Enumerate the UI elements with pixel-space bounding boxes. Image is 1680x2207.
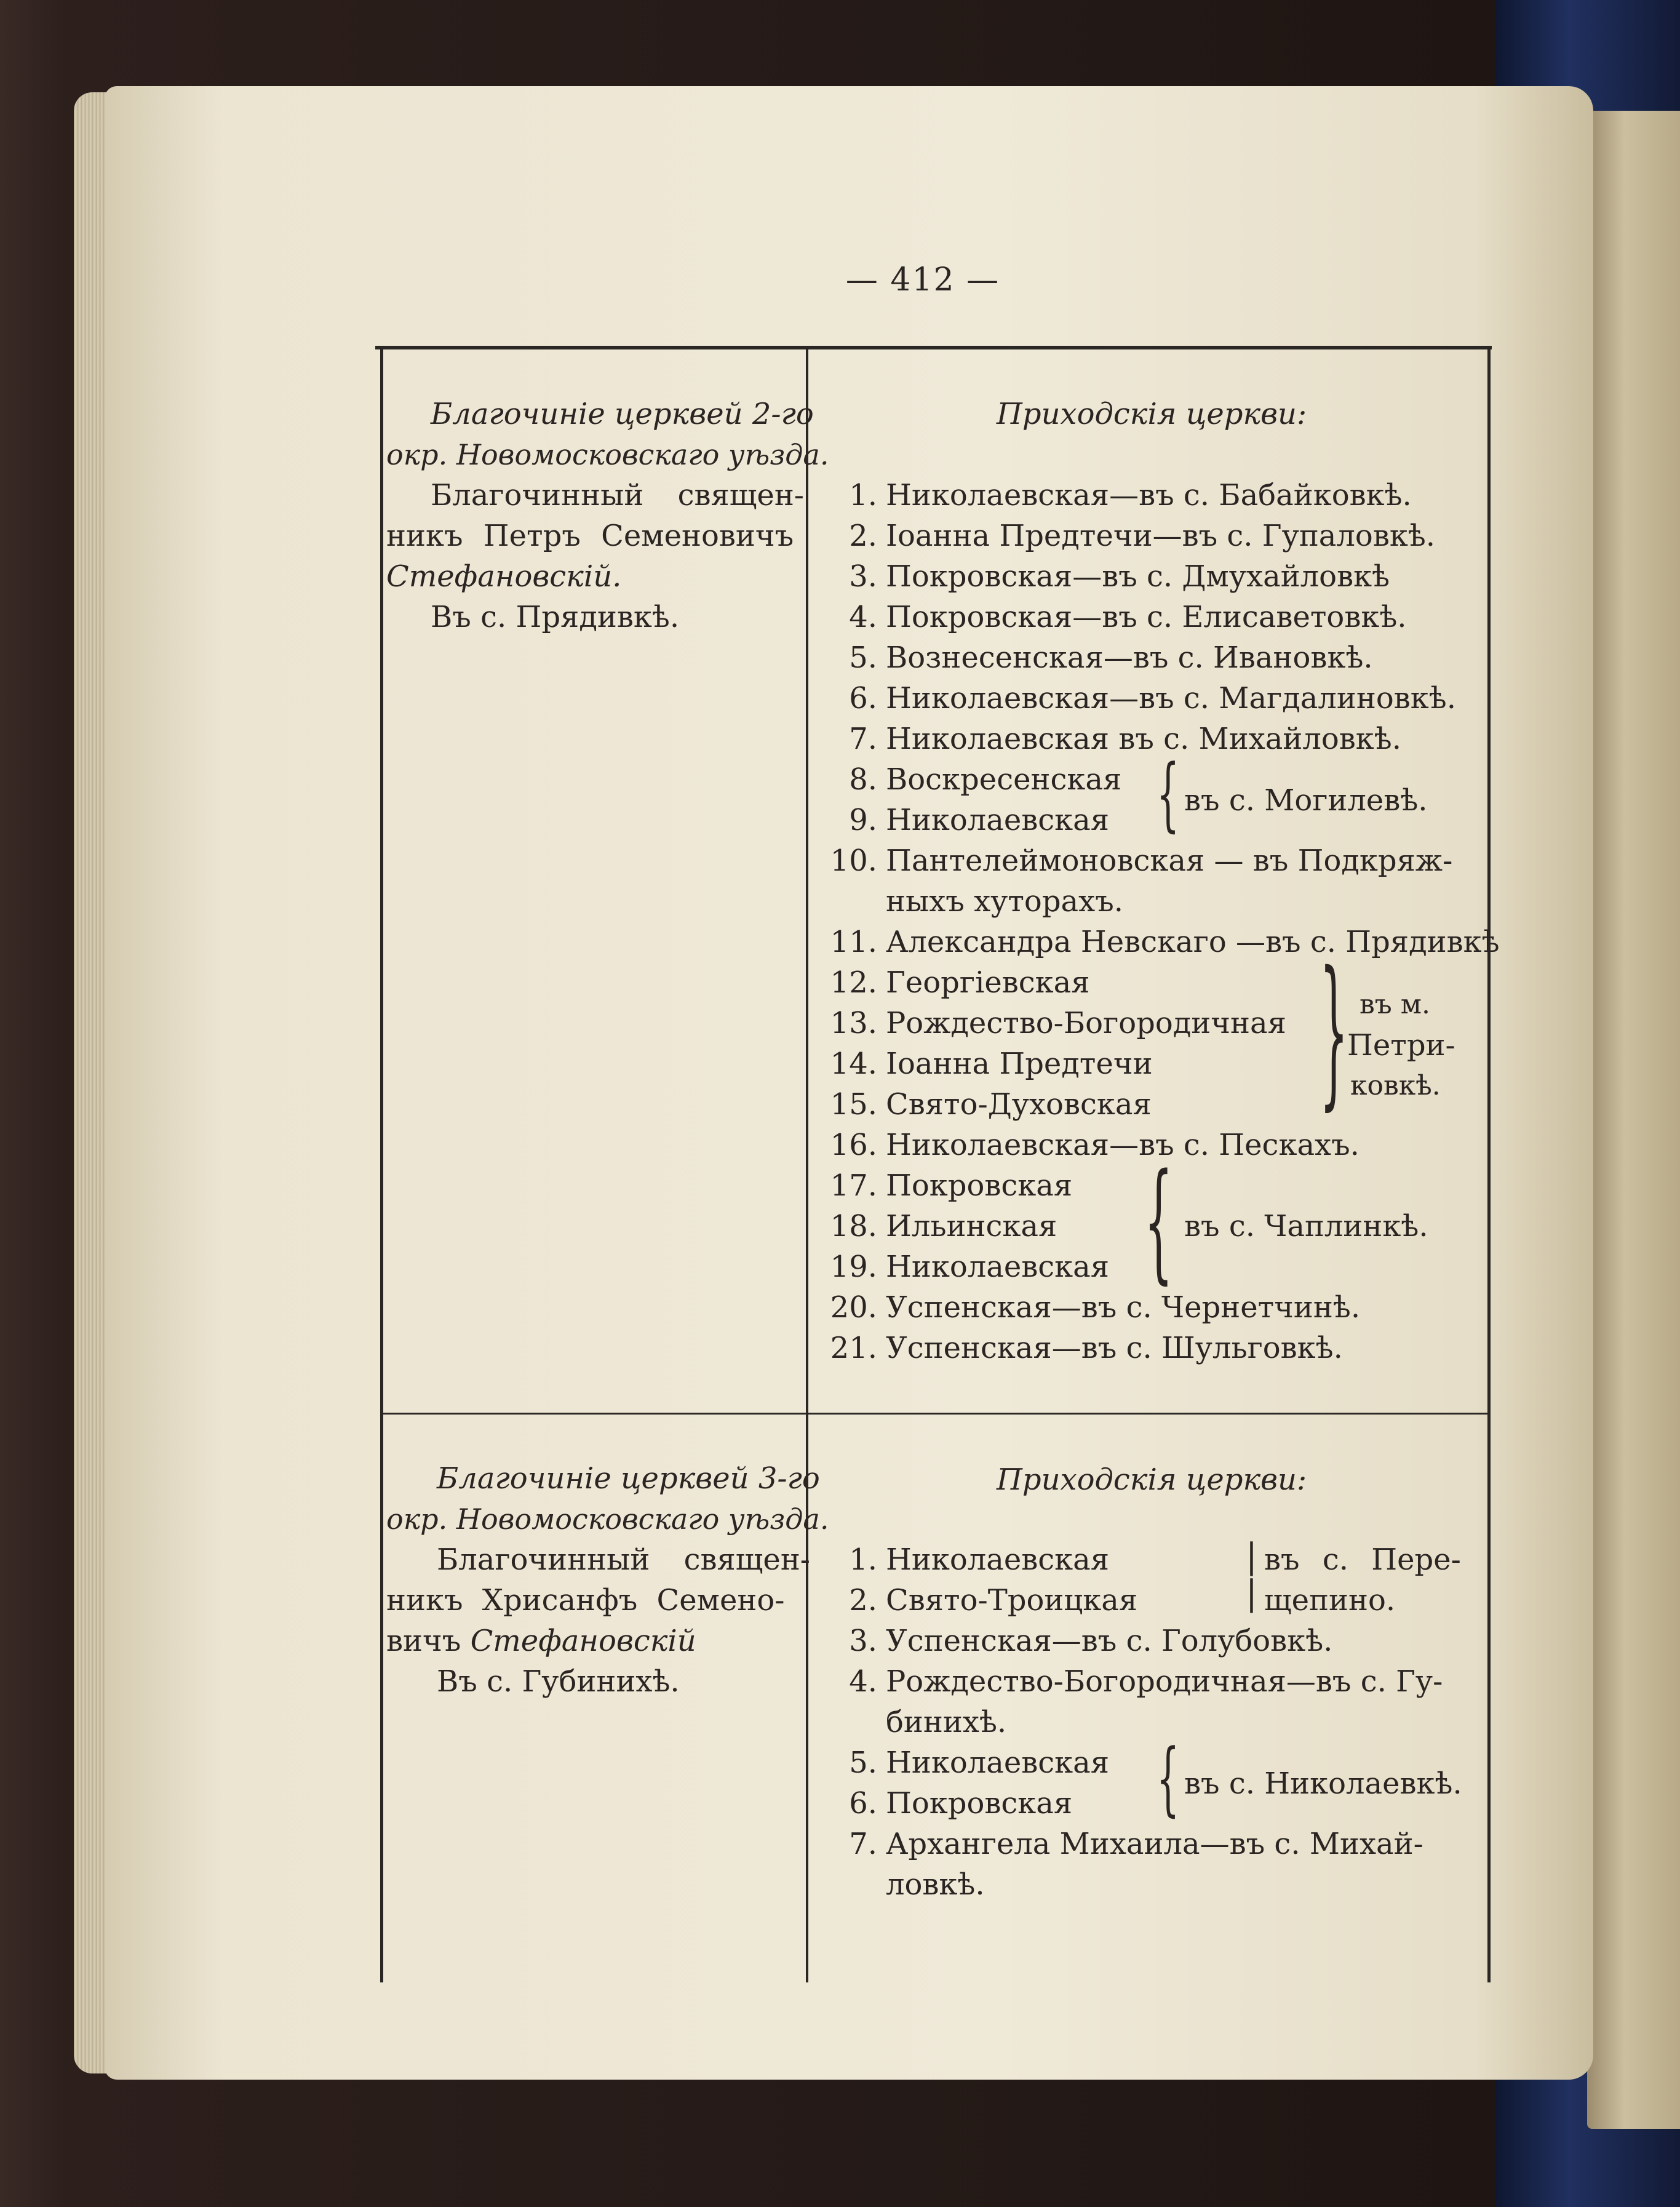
list-item <box>818 962 1090 1003</box>
list-item-text: ловкѣ. <box>886 1867 985 1902</box>
brace-8-9: { <box>1156 747 1180 840</box>
list-item-text: ныхъ хуторахъ. <box>886 884 1124 919</box>
list-item-text: Николаевская—въ с. Магдалиновкѣ. <box>886 681 1456 716</box>
list-item <box>818 475 1412 516</box>
list-item-number: 5. <box>849 641 877 675</box>
list-item-text: Александра Невскаго —въ с. Прядивкѣ <box>886 925 1500 959</box>
list-item-number: 16. <box>830 1128 877 1162</box>
list-item-number: 12. <box>830 965 877 1000</box>
list-item-text: Успенская—въ с. Шульговкѣ. <box>886 1331 1343 1365</box>
group-8-9-location: въ с. Могилевѣ. <box>1184 783 1428 818</box>
brace-12-15: } <box>1320 936 1348 1125</box>
list-item-text: Успенская—въ с. Голубовкѣ. <box>886 1624 1333 1658</box>
list-item-number: 6. <box>849 1786 877 1821</box>
list-item-text: Николаевская <box>886 1746 1110 1780</box>
list-item-text: Рождество-Богородичная—въ с. Гу- <box>886 1664 1443 1699</box>
group-1-2-line1: въ с. Пере- <box>1264 1543 1461 1577</box>
list-item-number: 2. <box>849 1583 877 1618</box>
list-item <box>818 597 1407 637</box>
list-item-text: Покровская—въ с. Дмухайловкѣ <box>886 559 1390 594</box>
list-item-number: 7. <box>849 1827 877 1861</box>
list-item-number: 17. <box>830 1168 877 1203</box>
list-item <box>818 881 1123 922</box>
section2-dean-line2: никъ Хрисанфъ Семено- <box>386 1583 785 1618</box>
list-item <box>818 719 1401 759</box>
list-item-text: Ильинская <box>886 1209 1057 1243</box>
group-5-6-location: въ с. Николаевкѣ. <box>1184 1766 1462 1801</box>
list-item-text: Іоанна Предтечи <box>886 1047 1153 1081</box>
group-12-15-line3: ковкѣ. <box>1350 1070 1441 1101</box>
list-item-text: Николаевская <box>886 1543 1110 1577</box>
section-divider <box>381 1413 1489 1415</box>
list-item <box>818 1003 1286 1044</box>
list-item <box>818 1539 1109 1580</box>
list-item-text: Николаевская <box>886 1250 1110 1284</box>
list-item <box>818 516 1435 556</box>
group-17-19-location: въ с. Чаплинкѣ. <box>1184 1209 1428 1243</box>
list-item <box>818 556 1390 597</box>
list-item-text: Архангела Михаила—въ с. Михай- <box>886 1827 1423 1861</box>
list-item-number: 20. <box>830 1290 877 1325</box>
list-item-number: 4. <box>849 1664 877 1699</box>
list-item-number: 11. <box>830 925 877 959</box>
list-item <box>818 678 1456 719</box>
section1-dean-location: Въ с. Прядивкѣ. <box>431 600 680 634</box>
list-item-number: 6. <box>849 681 877 716</box>
list-item-text: Воскресенская <box>886 762 1122 797</box>
list-item-text: Покровская—въ с. Елисаветовкѣ. <box>886 600 1407 634</box>
list-item-number: 8. <box>849 762 877 797</box>
group-12-15-line1: въ м. <box>1360 989 1430 1020</box>
list-item-number: 21. <box>830 1331 877 1365</box>
list-item-text: Іоанна Предтечи—въ с. Гупаловкѣ. <box>886 519 1436 553</box>
brace-1-2: | | <box>1246 1536 1257 1613</box>
list-item-text: Успенская—въ с. Чернетчинѣ. <box>886 1290 1361 1325</box>
list-item-text: Покровская <box>886 1168 1073 1203</box>
list-item <box>818 1580 1137 1621</box>
list-item <box>818 1125 1360 1165</box>
list-item <box>818 1287 1360 1328</box>
list-item-text: Пантелеймоновская — въ Подкряж- <box>886 844 1453 878</box>
list-item <box>818 1864 985 1905</box>
list-item <box>818 840 1452 881</box>
list-item <box>818 1084 1152 1125</box>
section2-dean-patronym-end: вичъ <box>386 1624 461 1658</box>
list-item <box>818 1206 1057 1247</box>
list-item <box>818 759 1121 800</box>
list-item-number: 10. <box>830 844 877 878</box>
list-item-number: 1. <box>849 1543 877 1577</box>
list-item-number: 3. <box>849 1624 877 1658</box>
list-item-text: Рождество-Богородичная <box>886 1006 1286 1040</box>
section2-heading-line2: окр. Новомосковскаго уѣзда. <box>386 1503 829 1536</box>
section2-heading-line1: Благочиніе церквей 3-го <box>437 1461 820 1496</box>
list-item <box>818 1783 1072 1824</box>
list-item-number: 2. <box>849 519 877 553</box>
list-item-text: Николаевская <box>886 803 1110 837</box>
table-right-rule <box>1487 346 1491 1982</box>
brace-5-6: { <box>1156 1731 1180 1825</box>
list-item-text: Николаевская—въ с. Бабайковкѣ. <box>886 478 1412 513</box>
list-item <box>818 637 1373 678</box>
section1-heading-line2: окр. Новомосковскаго уѣзда. <box>386 438 829 471</box>
list-item-text: бинихѣ. <box>886 1705 1007 1739</box>
group-12-15-line2: Петри- <box>1347 1028 1455 1063</box>
list-item <box>818 1702 1006 1742</box>
list-item-number: 1. <box>849 478 877 513</box>
section1-parish-heading: Приходскія церкви: <box>997 397 1307 431</box>
list-item-text: Свято-Троицкая <box>886 1583 1138 1618</box>
list-item-number: 9. <box>849 803 877 837</box>
group-1-2-line2: щепино. <box>1264 1583 1396 1618</box>
list-item-number: 18. <box>830 1209 877 1243</box>
list-item <box>818 922 1500 962</box>
list-item-number: 15. <box>830 1087 877 1122</box>
list-item-number: 13. <box>830 1006 877 1040</box>
adjacent-page <box>1587 111 1680 2129</box>
section1-dean-name: Стефановскій. <box>386 559 622 594</box>
section2-parish-heading: Приходскія церкви: <box>997 1463 1307 1497</box>
column-divider <box>806 346 808 1982</box>
list-item <box>818 800 1109 840</box>
list-item-number: 3. <box>849 559 877 594</box>
section1-dean-line1: Благочинный священ- <box>431 478 805 513</box>
section1-dean-line2: никъ Петръ Семеновичъ <box>386 519 794 553</box>
list-item-text: Георгіевская <box>886 965 1090 1000</box>
section1-heading-line1: Благочиніе церквей 2-го <box>431 397 814 431</box>
list-item-number: 19. <box>830 1250 877 1284</box>
list-item <box>818 1165 1072 1206</box>
list-item-number: 14. <box>830 1047 877 1081</box>
list-item-text: Вознесенская—въ с. Ивановкѣ. <box>886 641 1373 675</box>
list-item-text: Свято-Духовская <box>886 1087 1152 1122</box>
page-number: — 412 — <box>845 261 1000 298</box>
list-item <box>818 1621 1332 1661</box>
section2-dean-location: Въ с. Губинихѣ. <box>437 1664 680 1699</box>
list-item-number: 7. <box>849 722 877 756</box>
list-item <box>818 1044 1153 1084</box>
list-item <box>818 1328 1343 1368</box>
list-item <box>818 1661 1443 1702</box>
section2-dean-line1: Благочинный священ- <box>437 1543 811 1577</box>
section2-dean-name: Стефановскій <box>470 1624 696 1658</box>
brace-17-19: { <box>1144 1146 1173 1296</box>
list-item-number: 5. <box>849 1746 877 1780</box>
list-item-text: Николаевская—въ с. Пескахъ. <box>886 1128 1360 1162</box>
list-item <box>818 1247 1109 1287</box>
list-item-text: Покровская <box>886 1786 1073 1821</box>
list-item <box>818 1742 1109 1783</box>
table-left-rule <box>380 346 383 1982</box>
list-item <box>818 1824 1423 1864</box>
list-item-number: 4. <box>849 600 877 634</box>
section2-dean-line3 <box>386 1621 696 1661</box>
list-item-text: Николаевская въ с. Михайловкѣ. <box>886 722 1401 756</box>
table-top-rule <box>375 346 1492 349</box>
